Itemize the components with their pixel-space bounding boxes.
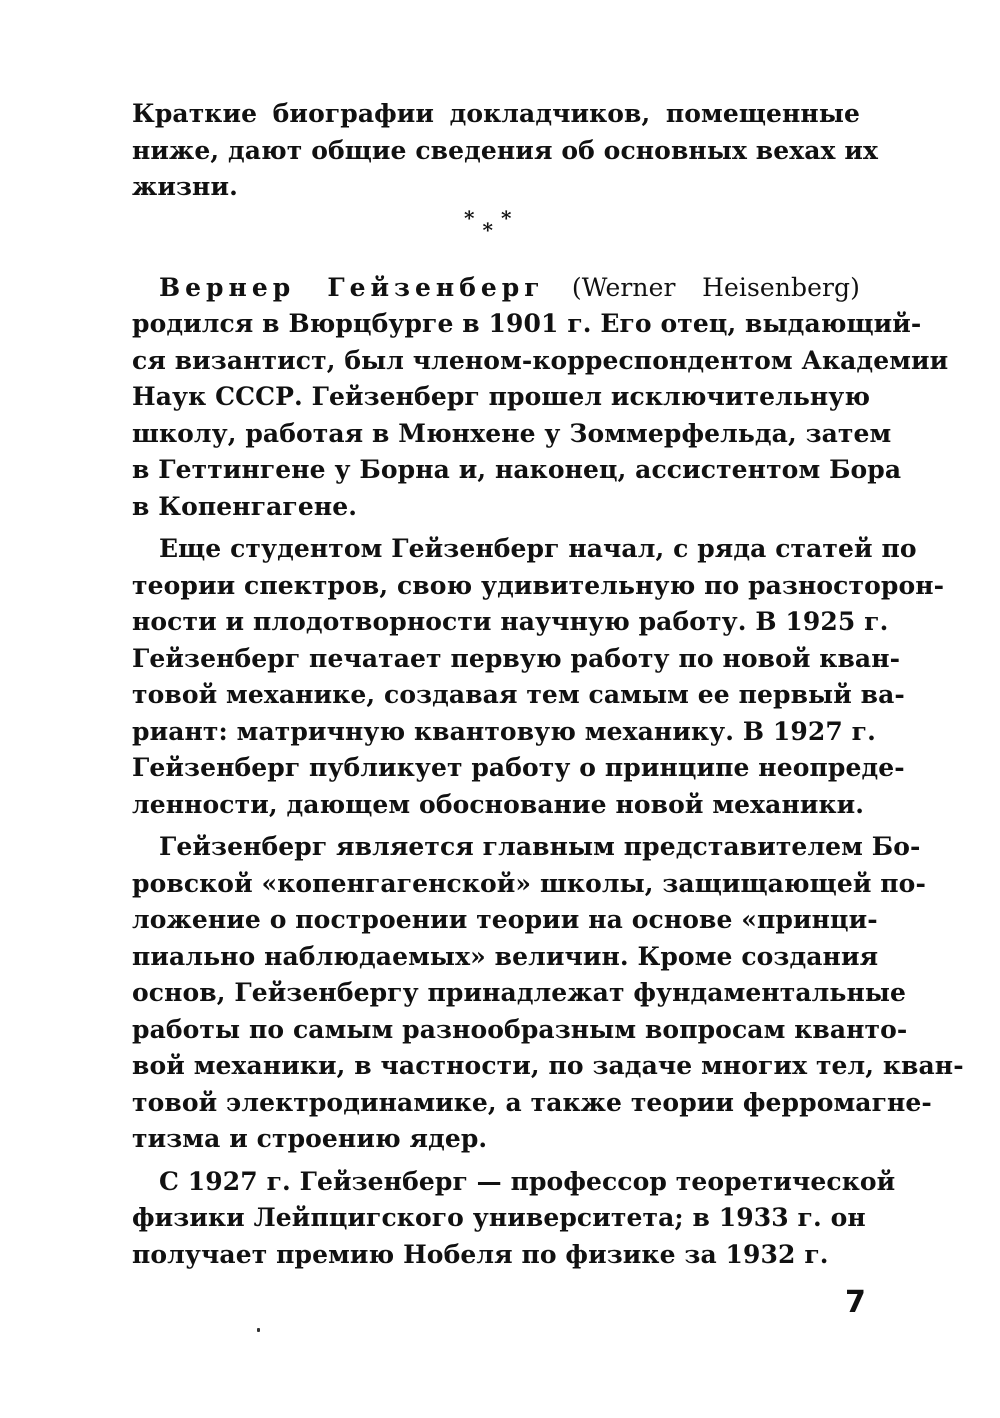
asterisk-left: * — [464, 205, 483, 230]
paragraph-line: С 1927 г. Гейзенберг — профессор теоретической — [159, 1166, 896, 1196]
intro-line: жизни. — [132, 172, 238, 201]
asterism-ornament — [464, 205, 520, 242]
paragraph-line: ровской «копенгагенской» школы, защищающей по- — [132, 868, 926, 898]
biography-paragraph-2 — [132, 531, 945, 823]
paragraph-line: физики Лейпцигского университета; в 1933 г. он — [132, 1203, 866, 1232]
biography-paragraph-4 — [132, 1164, 896, 1274]
paragraph-line: ности и плодотворности научную работу. В 1925 г. — [132, 607, 889, 636]
biography-paragraph-1 — [132, 270, 949, 526]
paragraph-line: ленности, дающем обоснование новой механики. — [132, 789, 865, 819]
paragraph-line: Гейзенберг является главным представителем Бо- — [159, 832, 921, 861]
paragraph-line: Гейзенберг публикует работу о принципе неопреде- — [132, 753, 905, 782]
paragraph-line: в Копенгагене. — [132, 491, 358, 521]
paragraph-line: основ, Гейзенбергу принадлежат фундаментальные — [132, 978, 907, 1007]
paragraph-line: товой механике, создавая тем самым ее первый ва- — [132, 680, 905, 709]
paragraph-line: вой механики, в частности, по задаче многих тел, кван- — [132, 1051, 964, 1080]
intro-line: Краткие биографии докладчиков, помещенные — [132, 99, 860, 128]
print-speck — [257, 1328, 260, 1332]
person-name: Вернер Гейзенберг — [159, 272, 545, 302]
paragraph-line: ся византист, был членом-корреспондентом Академии — [132, 345, 949, 375]
paragraph-line: в Геттингене у Борна и, наконец, ассистентом Бора — [132, 455, 902, 484]
intro-paragraph — [132, 96, 879, 206]
paragraph-line: товой электродинамике, а также теории ферромагне- — [132, 1087, 932, 1117]
intro-line: ниже, дают общие сведения об основных вехах их — [132, 135, 879, 165]
paragraph-line: риант: матричную квантовую механику. В 1927 г. — [132, 716, 876, 746]
paragraph-line: Наук СССР. Гейзенберг прошел исключительную — [132, 382, 871, 411]
paragraph-line: ложение о построении теории на основе «принци- — [132, 905, 878, 934]
asterisk-right: * — [500, 205, 520, 230]
paragraph-line: теории спектров, свою удивительную по разносторон- — [132, 570, 945, 600]
paragraph-line: тизма и строению ядер. — [132, 1124, 488, 1153]
page-content — [132, 96, 964, 1273]
asterisk-middle: * — [482, 217, 501, 242]
paragraph-line: пиально наблюдаемых» величин. Кроме создания — [132, 941, 879, 971]
biography-heading-line — [132, 270, 860, 307]
section-separator — [132, 206, 860, 270]
page-number: 7 — [845, 1285, 866, 1320]
paragraph-line: Еще студентом Гейзенберг начал, с ряда статей по — [159, 534, 917, 563]
person-latin-name: (Werner Heisenberg) — [571, 272, 860, 302]
paragraph-line: Гейзенберг печатает первую работу по новой кван- — [132, 643, 901, 673]
biography-paragraph-3 — [132, 829, 964, 1158]
paragraph-line: получает премию Нобеля по физике за 1932 г. — [132, 1239, 829, 1269]
paragraph-line: работы по самым разнообразным вопросам кванто- — [132, 1014, 908, 1044]
paragraph-line: школу, работая в Мюнхене у Зоммерфельда, затем — [132, 418, 892, 448]
paragraph-line: родился в Вюрцбурге в 1901 г. Его отец, выдающий- — [132, 309, 922, 338]
